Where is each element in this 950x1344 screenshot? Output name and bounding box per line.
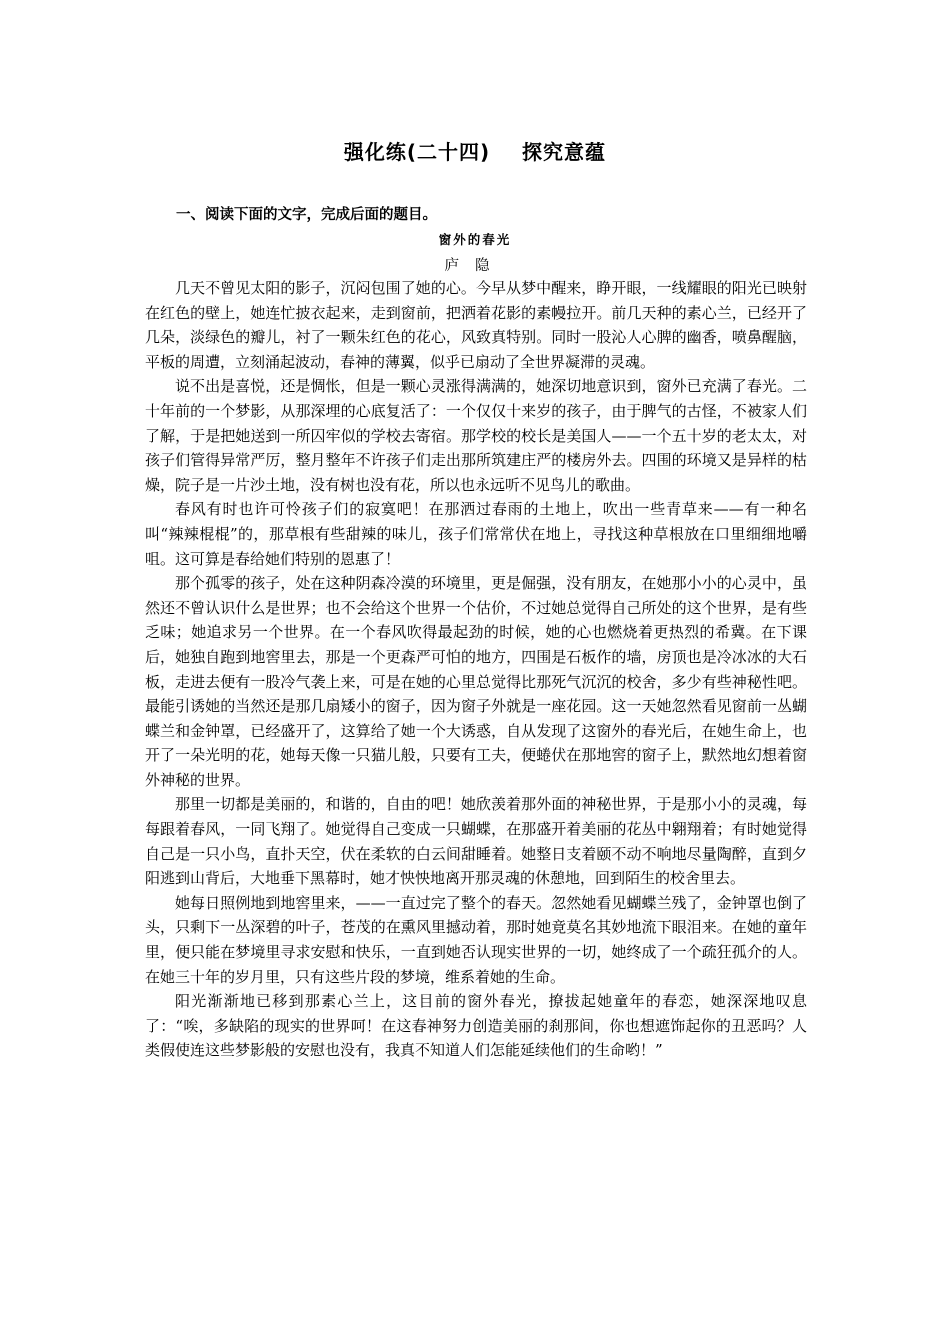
paragraph: 说不出是喜悦，还是惆怅，但是一颗心灵涨得满满的，她深切地意识到，窗外已充满了春光。二十年前的一个梦影，从那深埋的心底复活了：一个仅仅十来岁的孩子，由于脾气的古怪，不被家人们了解，于是把她送到一所囚牢似的学校去寄宿。那学校的校长是美国人——一个五十岁的老太太，对孩子们管得异常严厉，整月整年不许孩子们走出那所筑建庄严的楼房外去。四围的环境又是异样的枯燥，院子是一片沙土地，没有树也没有花，所以也永远听不见鸟儿的歌曲。 xyxy=(145,377,807,494)
article-author: 庐隐 xyxy=(444,258,506,274)
section-heading: 一、阅读下面的文字，完成后面的题目。 xyxy=(176,207,437,223)
paragraph: 几天不曾见太阳的影子，沉闷包围了她的心。今早从梦中醒来，睁开眼，一线耀眼的阳光已映射在红色的壁上，她连忙披衣起来，走到窗前，把洒着花影的素幔拉开。前几天种的素心兰，已经开了几朵，淡绿色的瓣儿，衬了一颗朱红色的花心，风致真特别。同时一股沁人心脾的幽香，喷鼻醒脑，平板的周遭，立刻涌起波动，春神的薄翼，似乎已扇动了全世界凝滞的灵魂。 xyxy=(145,279,807,371)
page-title: 强化练(二十四) 探究意蕴 xyxy=(343,140,607,164)
paragraph: 那里一切都是美丽的，和谐的，自由的吧！她欣羡着那外面的神秘世界，于是那小小的灵魂，每每跟着春风，一同飞翔了。她觉得自己变成一只蝴蝶，在那盛开着美丽的花丛中翱翔着；有时她觉得自己是一只小鸟，直扑天空，伏在柔软的白云间甜睡着。她整日支着颐不动不响地尽量陶醉，直到夕阳逃到山背后，大地垂下黑幕时，她才怏怏地离开那灵魂的休憩地，回到陌生的校舍里去。 xyxy=(145,795,807,888)
paragraph: 那个孤零的孩子，处在这种阴森冷漠的环境里，更是倔强，没有朋友，在她那小小的心灵中，虽然还不曾认识什么是世界；也不会给这个世界一个估价，不过她总觉得自己所处的这个世界，是有些乏味；她追求另一个世界。在一个春风吹得最起劲的时候，她的心也燃烧着更热烈的希冀。在下课后，她独自跑到地窖里去，那是一个更森严可怕的地方，四围是石板作的墙，房顶也是冷冰冰的大石板，走进去便有一股冷气袭上来，可是在她的心里总觉得比那死气沉沉的校舍，多少有些神秘性吧。最能引诱她的当然还是那几扇矮小的窗子，因为窗子外就是一座花园。这一天她忽然看见窗前一丛蝴蝶兰和金钟罩，已经盛开了，这算给了她一个大诱惑，自从发现了这窗外的春光后，在她生命上，也开了一朵光明的花，她每天像一只猫儿般，只要有工夫，便蜷伏在那地窖的窗子上，默然地幻想着窗外神秘的世界。 xyxy=(145,574,807,789)
paragraph: 阳光渐渐地已移到那素心兰上，这目前的窗外春光，撩拔起她童年的春恋，她深深地叹息了：“唉，多缺陷的现实的世界呵！在这春神努力创造美丽的刹那间，你也想遮饰起你的丑恶吗？人类假使连这些梦影般的安慰也没有，我真不知道人们怎能延续他们的生命哟！” xyxy=(145,992,807,1060)
paragraph: 春风有时也许可怜孩子们的寂寞吧！在那洒过春雨的土地上，吹出一些青草来——有一种名叫“辣辣棍棍”的，那草根有些甜辣的味儿，孩子们常常伏在地上，寻找这种草根放在口里细细地嚼咀。这可算是春给她们特别的恩惠了！ xyxy=(145,500,807,568)
article-body xyxy=(145,276,807,1063)
article-title: 窗外的春光 xyxy=(438,232,512,247)
paragraph: 她每日照例地到地窖里来，——一直过完了整个的春天。忽然她看见蝴蝶兰残了，金钟罩也倒了头，只剩下一丛深碧的叶子，苍茂的在熏风里撼动着，那时她竟莫名其妙地流下眼泪来。在她的童年里，便只能在梦境里寻求安慰和快乐，一直到她否认现实世界的一切，她终成了一个疏狂孤介的人。在她三十年的岁月里，只有这些片段的梦境，维系着她的生命。 xyxy=(145,893,807,986)
